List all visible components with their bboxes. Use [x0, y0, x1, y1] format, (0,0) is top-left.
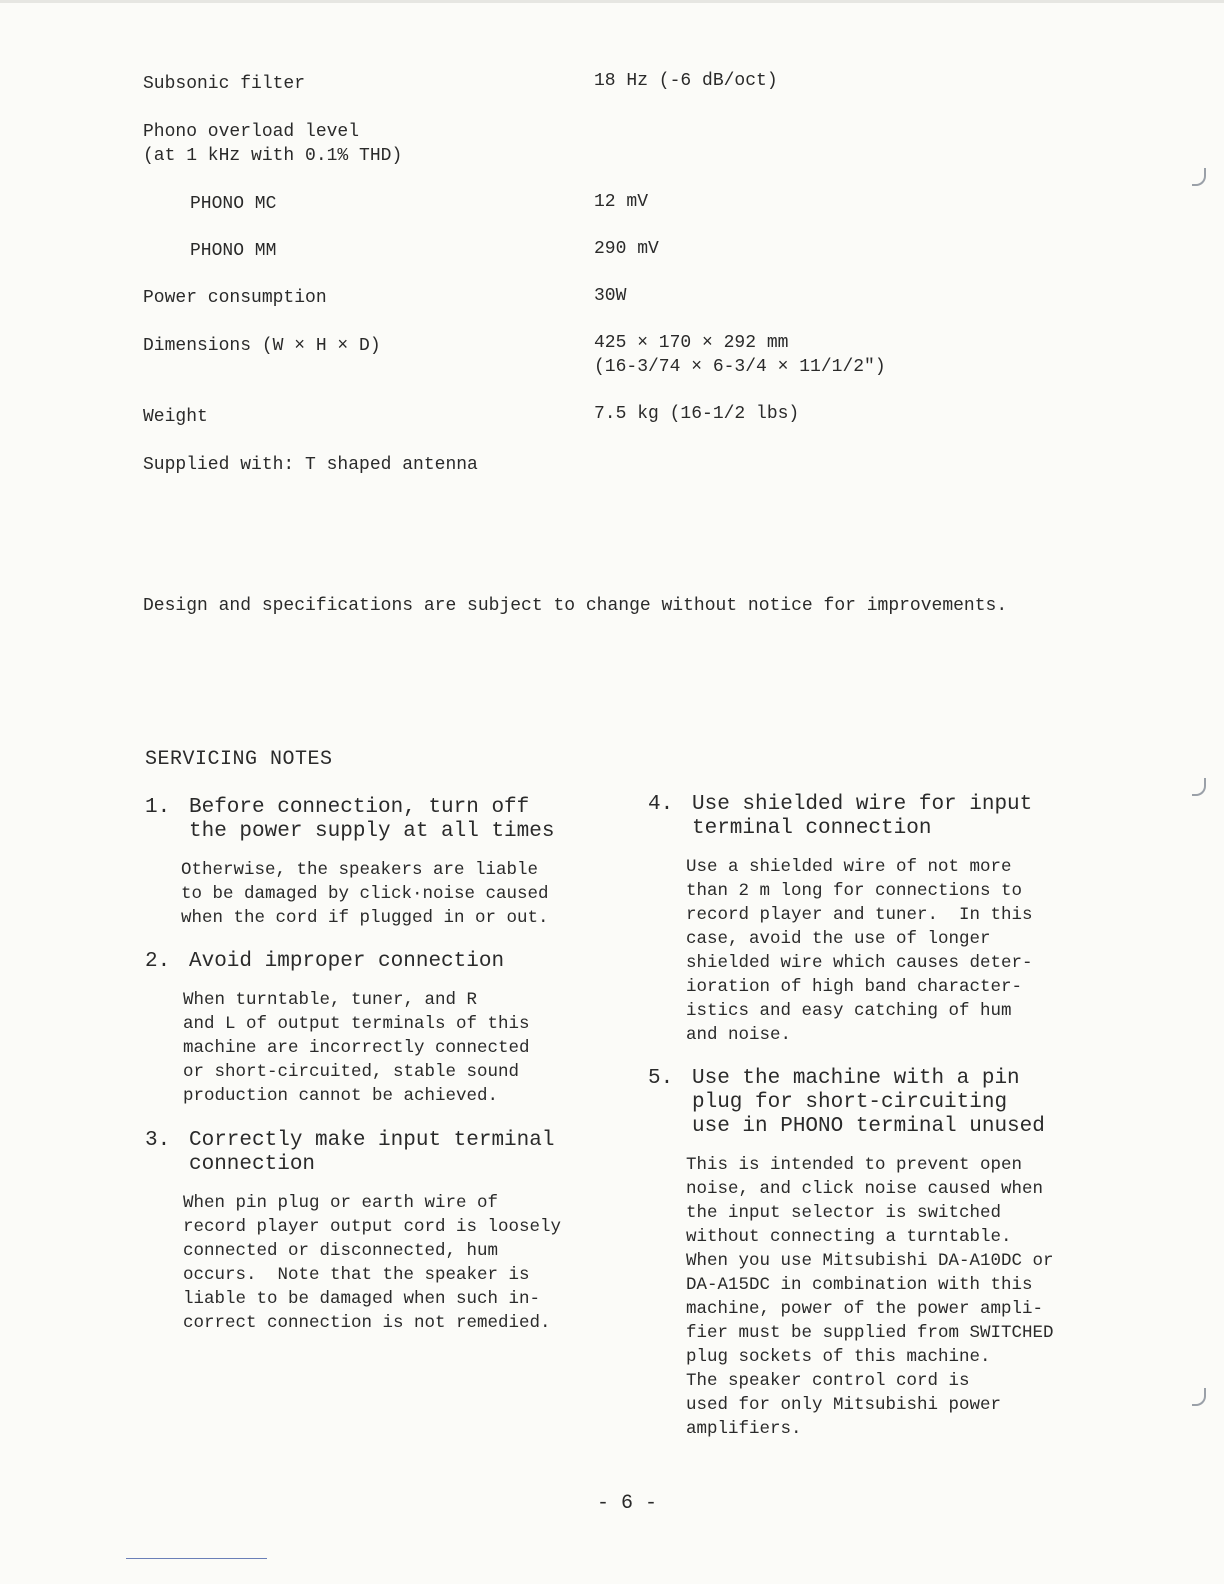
spec-weight-label: Weight: [143, 407, 208, 427]
spec-subsonic-value: 18 Hz (-6 dB/oct): [594, 71, 778, 91]
page-top-edge: [0, 0, 1224, 3]
binding-mark-icon: [1192, 1388, 1206, 1406]
servicing-note-5: [648, 1067, 1054, 1441]
spec-phono-mm-label: PHONO MM: [190, 241, 277, 261]
note-body: This is intended to prevent open noise, and click noise caused when the input selector is switched without connecting a turntable. When you use Mitsubishi DA-A10DC or DA-A15DC in combination with this machine, power of the power ampli- fier must be supplied from SWITCHED plug sockets of this machine. The speaker control cord is used for only Mitsubishi power amplifiers.: [686, 1155, 1054, 1439]
note-heading: Avoid improper connection: [189, 950, 505, 973]
binding-mark-icon: [1192, 778, 1206, 796]
spec-weight-value: 7.5 kg (16-1/2 lbs): [594, 404, 800, 424]
spec-power-label: Power consumption: [143, 288, 327, 308]
spec-power-value: 30W: [594, 286, 627, 306]
note-number: 4.: [648, 793, 674, 816]
note-body: When turntable, tuner, and R and L of output terminals of this machine are incorrectly connected or short-circuited, stable sound production cannot be achieved.: [183, 990, 530, 1106]
servicing-note-2: [145, 950, 530, 1108]
note-body: Otherwise, the speakers are liable to be damaged by click·noise caused when the cord if plugged in or out.: [181, 860, 549, 928]
spec-phono-overload-condition: (at 1 kHz with 0.1% THD): [143, 146, 403, 166]
note-number: 1.: [145, 796, 171, 819]
note-body: When pin plug or earth wire of record player output cord is loosely connected or disconnected, hum occurs. Note that the speaker is liable to be damaged when such in- correct connection is not remedied.: [183, 1193, 562, 1333]
servicing-notes-title: SERVICING NOTES: [145, 748, 333, 771]
servicing-note-1: [145, 796, 554, 930]
servicing-note-3: [145, 1129, 561, 1335]
note-heading: Use the machine with a pin plug for short-circuiting use in PHONO terminal unused: [692, 1067, 1045, 1138]
spec-phono-mc-label: PHONO MC: [190, 194, 277, 214]
footnote-rule: [126, 1558, 267, 1559]
note-body: Use a shielded wire of not more than 2 m long for connections to record player and tuner. In this case, avoid the use of longer shielded wire which causes deter- ioration of high band character- istics and easy catching of hum and noise.: [686, 857, 1033, 1045]
spec-dimensions-value: 425 × 170 × 292 mm: [594, 333, 789, 353]
spec-phono-mc-value: 12 mV: [594, 192, 649, 212]
spec-dimensions-value-inches: (16-3/74 × 6-3/4 × 11/1/2"): [594, 357, 886, 377]
page-number: - 6 -: [597, 1492, 658, 1515]
servicing-note-4: [648, 793, 1033, 1047]
note-number: 3.: [145, 1129, 171, 1152]
note-heading: Use shielded wire for input terminal connection: [692, 793, 1033, 840]
spec-dimensions-label: Dimensions (W × H × D): [143, 336, 381, 356]
note-heading: Correctly make input terminal connection: [189, 1129, 555, 1176]
spec-supplied-with: Supplied with: T shaped antenna: [143, 455, 478, 475]
spec-phono-mm-value: 290 mV: [594, 239, 659, 259]
note-number: 2.: [145, 950, 171, 973]
spec-subsonic-label: Subsonic filter: [143, 74, 306, 94]
spec-phono-overload-label: Phono overload level: [143, 122, 360, 142]
binding-mark-icon: [1192, 168, 1206, 186]
design-change-note: Design and specifications are subject to change without notice for improvements.: [143, 596, 1008, 616]
note-heading: Before connection, turn off the power supply at all times: [189, 796, 555, 843]
note-number: 5.: [648, 1067, 674, 1090]
